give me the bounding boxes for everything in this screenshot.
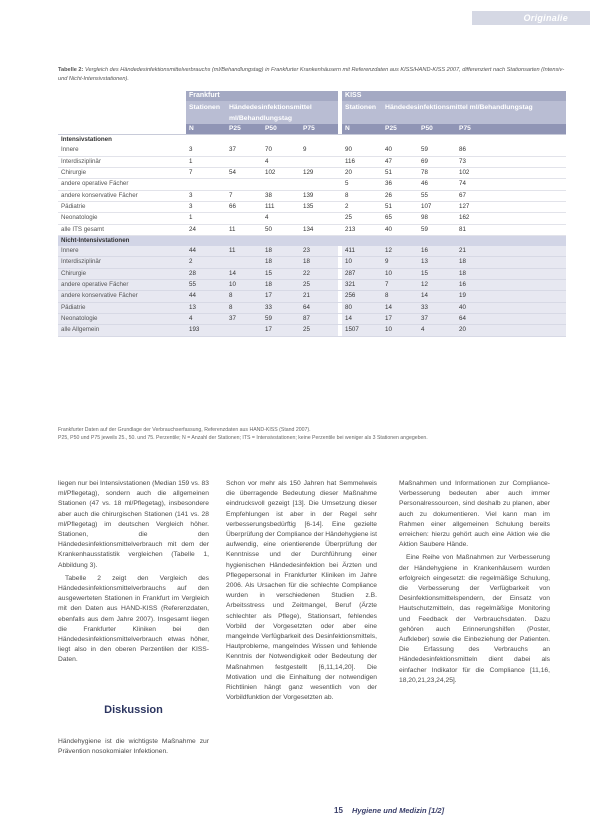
cell-frankfurt (226, 179, 262, 190)
table-row (58, 257, 566, 268)
cell-frankfurt: 33 (262, 302, 300, 313)
cell-kiss: 102 (456, 168, 494, 179)
cell-frankfurt: 134 (300, 224, 338, 235)
row-label: Innere (58, 246, 186, 257)
cell-kiss: 21 (456, 246, 494, 257)
group-frankfurt: Frankfurt (186, 91, 338, 101)
cell-kiss: 80 (342, 302, 382, 313)
cell-frankfurt: 102 (262, 168, 300, 179)
cell-spacer (494, 201, 566, 212)
row-label: andere operative Fächer (58, 179, 186, 190)
cell-kiss: 16 (418, 246, 456, 257)
cell-frankfurt: 25 (300, 280, 338, 291)
cell-kiss: 127 (456, 201, 494, 212)
cell-kiss: 14 (418, 291, 456, 302)
cell-kiss: 59 (418, 224, 456, 235)
paragraph: Maßnahmen und Informationen zur Compliance-Verbesserung bedeuten aber auch immer Personalressourcen, sind deshalb zu planen, aber auch zu dokumentieren. Viel kann man im Rahmen einer allgemeinen Schulung bereits erreichen: hierzu gehört auch eine Aktion wie die Aktion Saubere Hände. (399, 480, 550, 549)
cell-frankfurt: 18 (262, 280, 300, 291)
cell-frankfurt: 10 (226, 280, 262, 291)
cell-kiss: 69 (418, 156, 456, 167)
cell-kiss: 20 (342, 168, 382, 179)
cell-kiss: 321 (342, 280, 382, 291)
cell-frankfurt: 54 (226, 168, 262, 179)
cell-frankfurt: 59 (262, 313, 300, 324)
cell-kiss: 162 (456, 213, 494, 224)
cell-kiss: 256 (342, 291, 382, 302)
cell-frankfurt: 3 (186, 201, 226, 212)
cell-kiss: 16 (456, 280, 494, 291)
row-label: Innere (58, 145, 186, 156)
cell-kiss: 98 (418, 213, 456, 224)
cell-spacer (494, 224, 566, 235)
cell-frankfurt: 18 (300, 257, 338, 268)
row-label: alle ITS gesamt (58, 224, 186, 235)
cell-frankfurt: 23 (300, 246, 338, 257)
paragraph: Schon vor mehr als 150 Jahren hat Semmelweis die überragende Bedeutung dieser Maßnahme eindrucksvoll gezeigt [13]. Die Umsetzung dieser Empfehlungen ist aber in der Regel sehr verbesserungsbedürftig [6-14]. Eine gezielte Überprüfung der Compliance der Händehygiene ist aufwendig, eine orientierende Überprüfung der Kenntnisse und der Durchführung einer hygienischen Händedesinfektion bei Ärzten und Pflegepersonal in Frankfurter Kliniken im Jahre 2006. Als Ursachen für die schlechte Compliance wurden in verschiedenen Studien z.B. Arbeitsstress und Zeitmangel, Beruf (Ärzte schlechter als Pflege), Stationsart, fehlendes Vorbild der Vorgesetzten oder aber eine mangelnde Verfügbarkeit des Desinfektionsmittels, Hautprobleme, mangelndes Wissen und fehlende Kenntnis der Notwendigkeit oder Bedeutung der Maßnahmen festgestellt [6,11,14,20]. Die Motivation und die Einhaltung der notwendigen Richtlinien hängt ganz wesentlich von der Vorbildfunktion der Vorgesetzten ab. (226, 480, 377, 702)
section-heading-diskussion: Diskussion (104, 704, 163, 716)
cell-kiss: 65 (382, 213, 418, 224)
col-p75-k: P75 (456, 124, 494, 135)
cell-spacer (494, 246, 566, 257)
table-row (58, 190, 566, 201)
footnote-line-2: P25, P50 und P75 jeweils 25., 50. und 75. Perzentile; N = Anzahl der Stationen; ITS = Intensivstationen; keine Perzentile bei weniger als 3 Stationen angegeben. (58, 434, 428, 441)
row-label: Pädiatrie (58, 201, 186, 212)
section-title: Nicht-Intensivstationen (58, 235, 566, 246)
paragraph: liegen nur bei Intensivstationen (Median 159 vs. 83 ml/Pflegetag), sondern auch die allgemeinen Stationen (47 vs. 18 ml/Pflegetag), insbesondere aber auch die chirurgischen Stationen (141 vs. 28 ml/Pflegetag) im deutschen Vergleich höher. Stationen, die den Händedesinfektionsmittelverbrauch mit dem der Krankenhausstatistik vergleichen (Tabelle 1, Abbildung 3). (58, 480, 209, 569)
section-tag: Originalie (472, 11, 590, 25)
cell-spacer (494, 313, 566, 324)
cell-kiss: 116 (342, 156, 382, 167)
table-header-groups (58, 91, 566, 101)
cell-frankfurt (186, 179, 226, 190)
col-p25-k: P25 (382, 124, 418, 135)
text-column-1 (58, 479, 209, 669)
page-number: 15 (334, 806, 343, 815)
cell-frankfurt: 64 (300, 302, 338, 313)
cell-frankfurt (300, 179, 338, 190)
cell-kiss: 13 (418, 257, 456, 268)
cell-frankfurt: 44 (186, 291, 226, 302)
table-caption (58, 66, 566, 83)
row-label: Chirurgie (58, 268, 186, 279)
cell-frankfurt (226, 325, 262, 336)
cell-kiss: 411 (342, 246, 382, 257)
cell-frankfurt: 37 (226, 145, 262, 156)
cell-spacer (494, 168, 566, 179)
cell-frankfurt: 129 (300, 168, 338, 179)
row-label: andere operative Fächer (58, 280, 186, 291)
cell-kiss: 73 (456, 156, 494, 167)
table-row (58, 268, 566, 279)
col-p75-f: P75 (300, 124, 338, 135)
cell-frankfurt: 139 (300, 190, 338, 201)
cell-frankfurt: 15 (262, 268, 300, 279)
cell-frankfurt: 18 (262, 246, 300, 257)
cell-kiss: 14 (382, 302, 418, 313)
paragraph: Eine Reihe von Maßnahmen zur Verbesserung der Händehygiene in Krankenhäusern wurden erfolgreich eingesetzt: die regelmäßige Schulung, die Verbesserung der Verfügbarkeit von Desinfektionsmittelspendern, der Einsatz von Hautschutzmitteln, das regelmäßige Monitoring und Feedback der Verbrauchsdaten. Dazu gehören auch Erinnerungshilfen (Poster, Aufkleber) sowie die Einbeziehung der Patienten. Die Erfassung des Verbrauchs an Händedesinfektionsmitteln dient dabei als einfacher Indikator für die Compliance [11,16, 18,20,21,23,24,25]. (399, 554, 550, 684)
cell-kiss: 51 (382, 168, 418, 179)
cell-frankfurt: 7 (186, 168, 226, 179)
cell-frankfurt: 24 (186, 224, 226, 235)
cell-frankfurt: 8 (226, 291, 262, 302)
cell-kiss: 9 (382, 257, 418, 268)
table-row (58, 313, 566, 324)
table-row (58, 246, 566, 257)
table-footnote (58, 427, 568, 442)
text-column-2 (226, 479, 377, 706)
row-label: alle Allgemein (58, 325, 186, 336)
table-row (58, 145, 566, 156)
cell-frankfurt (226, 156, 262, 167)
text-column-3 (399, 479, 550, 689)
col-n-k: N (342, 124, 382, 135)
cell-frankfurt: 17 (262, 325, 300, 336)
cell-kiss: 14 (342, 313, 382, 324)
col-p50-f: P50 (262, 124, 300, 135)
table-row (58, 302, 566, 313)
cell-frankfurt: 25 (300, 325, 338, 336)
text-column-1b (58, 737, 209, 760)
cell-kiss: 78 (418, 168, 456, 179)
table-header-columns (58, 124, 566, 135)
row-label: Pädiatrie (58, 302, 186, 313)
cell-frankfurt: 1 (186, 156, 226, 167)
cell-kiss: 287 (342, 268, 382, 279)
section-nicht-intensiv (58, 235, 566, 246)
cell-kiss: 1507 (342, 325, 382, 336)
journal-name: Hygiene und Medizin [1/2] (352, 806, 445, 815)
cell-kiss: 18 (456, 257, 494, 268)
cell-kiss: 213 (342, 224, 382, 235)
cell-frankfurt: 11 (226, 246, 262, 257)
sub-hdm-f: Händedesinfektionsmittel ml/Behandlungstag (226, 101, 338, 124)
cell-frankfurt: 3 (186, 190, 226, 201)
cell-frankfurt (226, 257, 262, 268)
cell-frankfurt: 193 (186, 325, 226, 336)
cell-kiss: 64 (456, 313, 494, 324)
col-p25-f: P25 (226, 124, 262, 135)
table-row (58, 280, 566, 291)
group-kiss: KISS (342, 91, 566, 101)
cell-spacer (494, 280, 566, 291)
cell-kiss: 81 (456, 224, 494, 235)
cell-kiss: 2 (342, 201, 382, 212)
cell-frankfurt: 38 (262, 190, 300, 201)
row-label: andere konservative Fächer (58, 291, 186, 302)
cell-frankfurt: 50 (262, 224, 300, 235)
table-row (58, 168, 566, 179)
row-label: Neonatologie (58, 213, 186, 224)
cell-kiss: 59 (418, 145, 456, 156)
cell-kiss: 74 (456, 179, 494, 190)
cell-frankfurt: 4 (186, 313, 226, 324)
cell-spacer (494, 325, 566, 336)
table-row (58, 325, 566, 336)
cell-kiss: 67 (456, 190, 494, 201)
row-label: Interdisziplinär (58, 156, 186, 167)
caption-text: Vergleich des Händedesinfektionsmittelverbrauchs (ml/Behandlungstag) in Frankfurter Krankenhäusern mit Referenzdaten aus KISS/HAND-KISS 2007, differenziert nach Stationsarten (Intensiv- und Nicht-Intensivstationen). (58, 67, 565, 82)
cell-kiss: 33 (418, 302, 456, 313)
cell-spacer (494, 268, 566, 279)
cell-frankfurt: 1 (186, 213, 226, 224)
cell-frankfurt: 111 (262, 201, 300, 212)
cell-kiss: 107 (418, 201, 456, 212)
cell-kiss: 7 (382, 280, 418, 291)
footnote-line-1: Frankfurter Daten auf der Grundlage der Verbrauchserfassung, Referenzdaten aus HAND-KISS (Stand 2007). (58, 427, 311, 433)
table-row (58, 156, 566, 167)
cell-kiss: 4 (418, 325, 456, 336)
cell-kiss: 8 (342, 190, 382, 201)
cell-kiss: 5 (342, 179, 382, 190)
cell-frankfurt (300, 156, 338, 167)
cell-kiss: 25 (342, 213, 382, 224)
cell-kiss: 40 (456, 302, 494, 313)
cell-kiss: 17 (382, 313, 418, 324)
caption-label: Tabelle 2: (58, 67, 84, 73)
cell-frankfurt: 87 (300, 313, 338, 324)
row-label: Interdisziplinär (58, 257, 186, 268)
cell-frankfurt (300, 213, 338, 224)
cell-kiss: 40 (382, 224, 418, 235)
sub-stationen-f: Stationen (186, 101, 226, 124)
cell-kiss: 55 (418, 190, 456, 201)
cell-kiss: 26 (382, 190, 418, 201)
table-row (58, 291, 566, 302)
paragraph: Tabelle 2 zeigt den Vergleich des Händedesinfektionsmittelverbrauchs auf den ausgewerteten Stationen in Frankfurt im Vergleich mit den Daten aus HAND-KISS (Referenzdaten, ebenfalls aus dem Jahre 2007). Insgesamt liegen die Frankfurter Kliniken bei den Händedesinfektionsmittelverbrauch etwas höher, liegt also in den oberen Perzentilen der KISS-Daten. (58, 574, 209, 664)
paragraph: Händehygiene ist die wichtigste Maßnahme zur Prävention nosokomialer Infektionen. (58, 738, 209, 756)
col-p50-k: P50 (418, 124, 456, 135)
cell-frankfurt: 44 (186, 246, 226, 257)
cell-spacer (494, 291, 566, 302)
cell-kiss: 47 (382, 156, 418, 167)
cell-frankfurt: 18 (262, 257, 300, 268)
cell-frankfurt: 2 (186, 257, 226, 268)
cell-kiss: 10 (382, 268, 418, 279)
cell-frankfurt: 13 (186, 302, 226, 313)
cell-frankfurt: 70 (262, 145, 300, 156)
row-label: andere konservative Fächer (58, 190, 186, 201)
cell-frankfurt: 11 (226, 224, 262, 235)
cell-frankfurt: 135 (300, 201, 338, 212)
cell-frankfurt: 55 (186, 280, 226, 291)
section-title: Intensivstationen (58, 135, 566, 146)
table-row (58, 201, 566, 212)
cell-spacer (494, 213, 566, 224)
cell-kiss: 8 (382, 291, 418, 302)
cell-kiss: 20 (456, 325, 494, 336)
row-label: Chirurgie (58, 168, 186, 179)
cell-spacer (494, 257, 566, 268)
cell-frankfurt: 22 (300, 268, 338, 279)
cell-kiss: 10 (382, 325, 418, 336)
cell-spacer (494, 190, 566, 201)
cell-spacer (494, 156, 566, 167)
cell-frankfurt: 4 (262, 156, 300, 167)
table-row (58, 213, 566, 224)
cell-frankfurt: 7 (226, 190, 262, 201)
cell-kiss: 15 (418, 268, 456, 279)
cell-spacer (494, 302, 566, 313)
cell-frankfurt: 17 (262, 291, 300, 302)
results-table (58, 91, 566, 337)
cell-spacer (494, 179, 566, 190)
cell-kiss: 10 (342, 257, 382, 268)
table-row (58, 224, 566, 235)
cell-frankfurt (226, 213, 262, 224)
sub-stationen-k: Stationen (342, 101, 382, 124)
cell-kiss: 51 (382, 201, 418, 212)
table-header-subgroups (58, 101, 566, 124)
cell-frankfurt: 14 (226, 268, 262, 279)
cell-kiss: 36 (382, 179, 418, 190)
cell-kiss: 18 (456, 268, 494, 279)
cell-kiss: 37 (418, 313, 456, 324)
cell-frankfurt: 28 (186, 268, 226, 279)
cell-kiss: 86 (456, 145, 494, 156)
cell-spacer (494, 145, 566, 156)
section-intensiv (58, 135, 566, 146)
cell-frankfurt: 3 (186, 145, 226, 156)
cell-kiss: 12 (382, 246, 418, 257)
row-label: Neonatologie (58, 313, 186, 324)
cell-kiss: 19 (456, 291, 494, 302)
cell-frankfurt: 9 (300, 145, 338, 156)
cell-frankfurt: 8 (226, 302, 262, 313)
cell-kiss: 46 (418, 179, 456, 190)
cell-frankfurt: 4 (262, 213, 300, 224)
table-row (58, 179, 566, 190)
col-n-f: N (186, 124, 226, 135)
cell-kiss: 40 (382, 145, 418, 156)
cell-frankfurt: 66 (226, 201, 262, 212)
cell-kiss: 90 (342, 145, 382, 156)
sub-hdm-k: Händedesinfektionsmittel ml/Behandlungstag (382, 101, 566, 124)
cell-frankfurt (262, 179, 300, 190)
cell-kiss: 12 (418, 280, 456, 291)
cell-frankfurt: 21 (300, 291, 338, 302)
cell-frankfurt: 37 (226, 313, 262, 324)
